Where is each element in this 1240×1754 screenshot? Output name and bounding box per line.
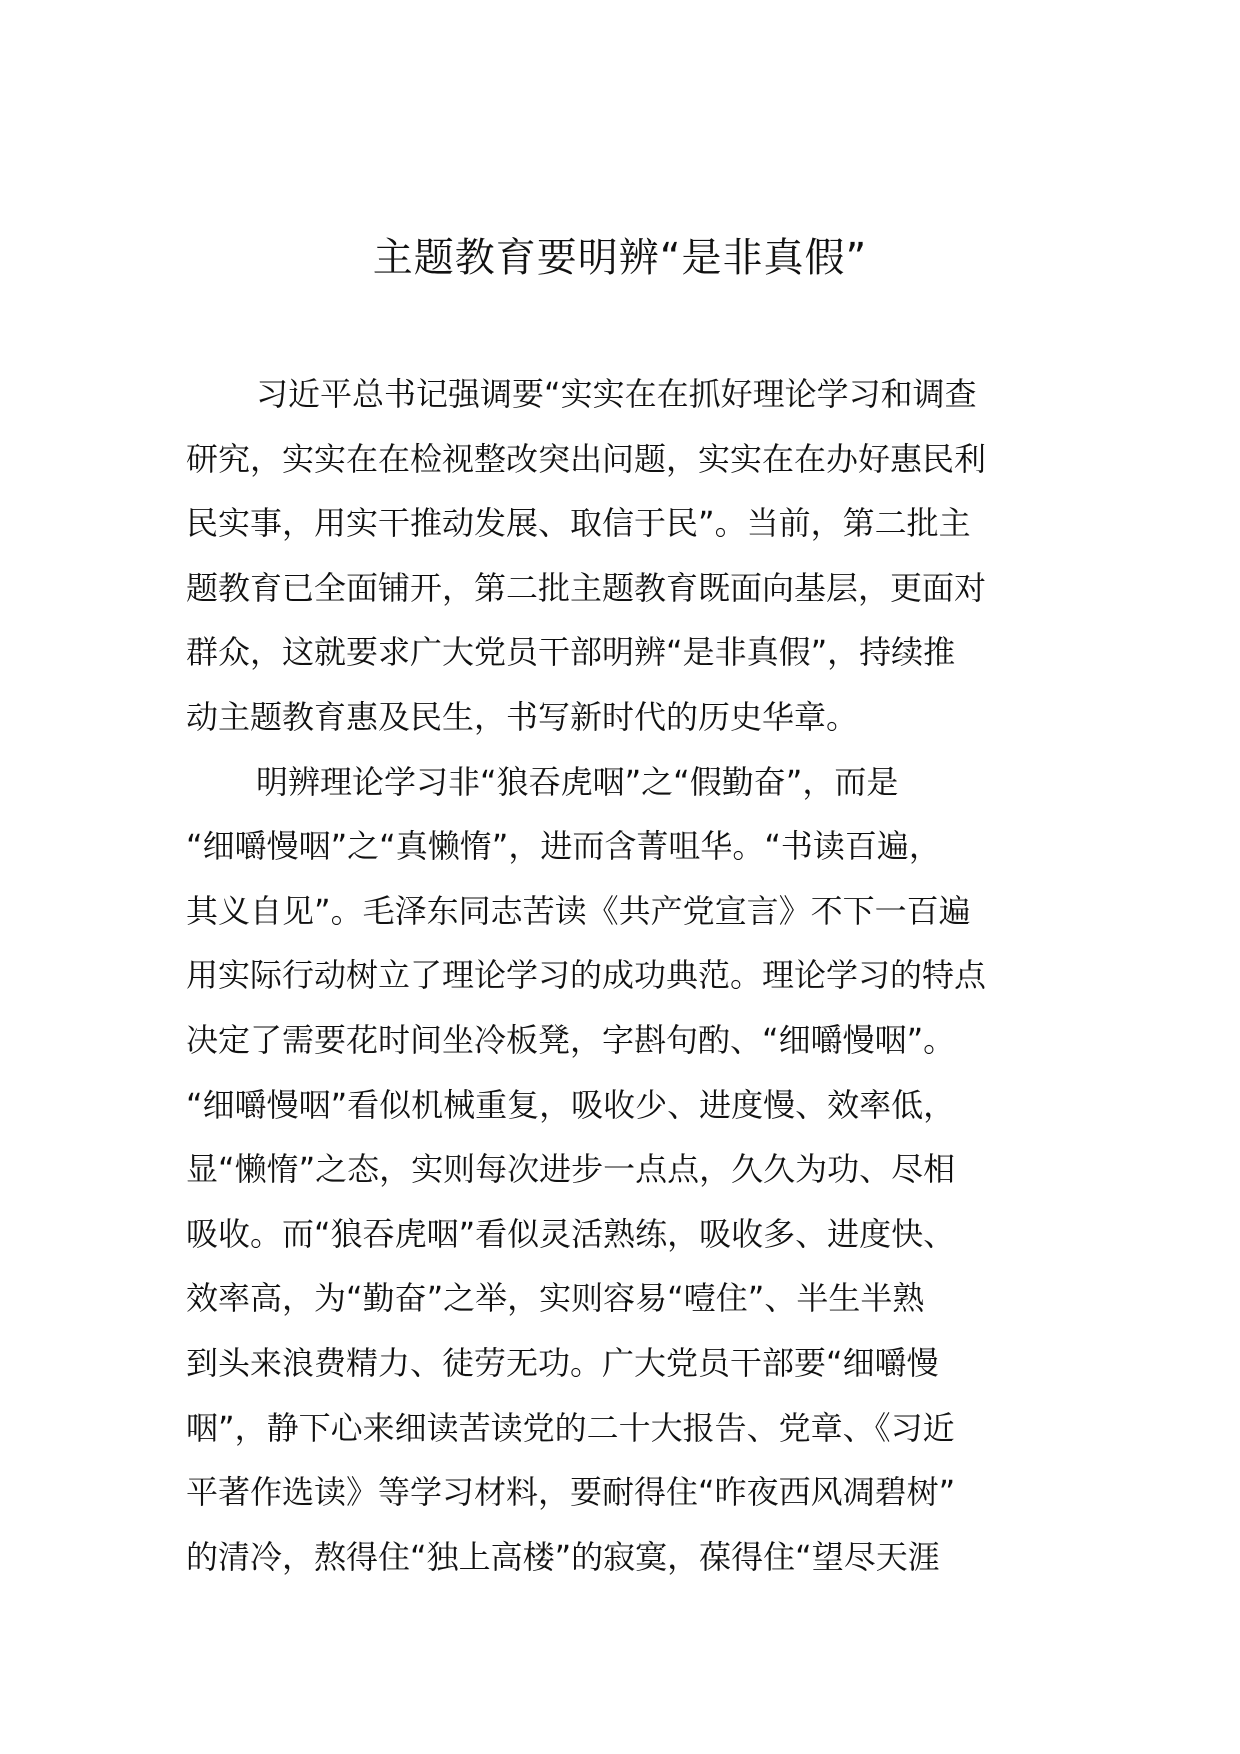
paragraph-2-line-3: 其义自见”。毛泽东同志苦读《共产党宣言》不下一百遍 xyxy=(186,891,971,930)
document-body xyxy=(186,362,1086,1589)
paragraph-2-line-11: 咽”，静下心来细读苦读党的二十大报告、党章、《习近 xyxy=(186,1408,955,1447)
paragraph-2-line-2: “细嚼慢咽”之“真懒惰”，进而含菁咀华。“书读百遍， xyxy=(186,827,941,866)
paragraph-1-line-5: 群众，这就要求广大党员干部明辨“是非真假”，持续推 xyxy=(186,633,956,672)
paragraph-1-line-1: 习近平总书记强调要“实实在在抓好理论学习和调查 xyxy=(256,375,977,413)
paragraph-2-line-8: 吸收。而“狼吞虎咽”看似灵活熟练，吸收多、进度快、 xyxy=(186,1214,956,1253)
paragraph-2-line-13: 的清冷，熬得住“独上高楼”的寂寞，葆得住“望尽天涯 xyxy=(186,1537,940,1576)
paragraph-2-line-12: 平著作选读》等学习材料，要耐得住“昨夜西风凋碧树” xyxy=(186,1473,956,1512)
paragraph-1-line-4: 题教育已全面铺开，第二批主题教育既面向基层，更面对 xyxy=(186,568,987,607)
paragraph-1-line-3: 民实事，用实干推动发展、取信于民”。当前，第二批主 xyxy=(186,504,971,543)
document-title: 主题教育要明辨“是非真假” xyxy=(372,235,868,281)
paragraph-2-line-9: 效率高，为“勤奋”之举，实则容易“噎住”、半生半熟 xyxy=(186,1279,925,1318)
paragraph-2-line-1: 明辨理论学习非“狼吞虎咽”之“假勤奋”，而是 xyxy=(256,762,899,801)
paragraph-1-line-6: 动主题教育惠及民生，书写新时代的历史华章。 xyxy=(186,697,859,736)
paragraph-2-line-5: 决定了需要花时间坐冷板凳，字斟句酌、“细嚼慢咽”。 xyxy=(186,1020,956,1059)
paragraph-1-line-2: 研究，实实在在检视整改突出问题，实实在在办好惠民利 xyxy=(186,439,987,478)
paragraph-2-line-4: 用实际行动树立了理论学习的成功典范。理论学习的特点 xyxy=(186,956,987,995)
paragraph-2-line-7: 显“懒惰”之态，实则每次进步一点点，久久为功、尽相 xyxy=(186,1150,956,1189)
paragraph-2-line-6: “细嚼慢咽”看似机械重复，吸收少、进度慢、效率低， xyxy=(186,1085,956,1124)
paragraph-2-line-10: 到头来浪费精力、徒劳无功。广大党员干部要“细嚼慢 xyxy=(186,1343,939,1382)
